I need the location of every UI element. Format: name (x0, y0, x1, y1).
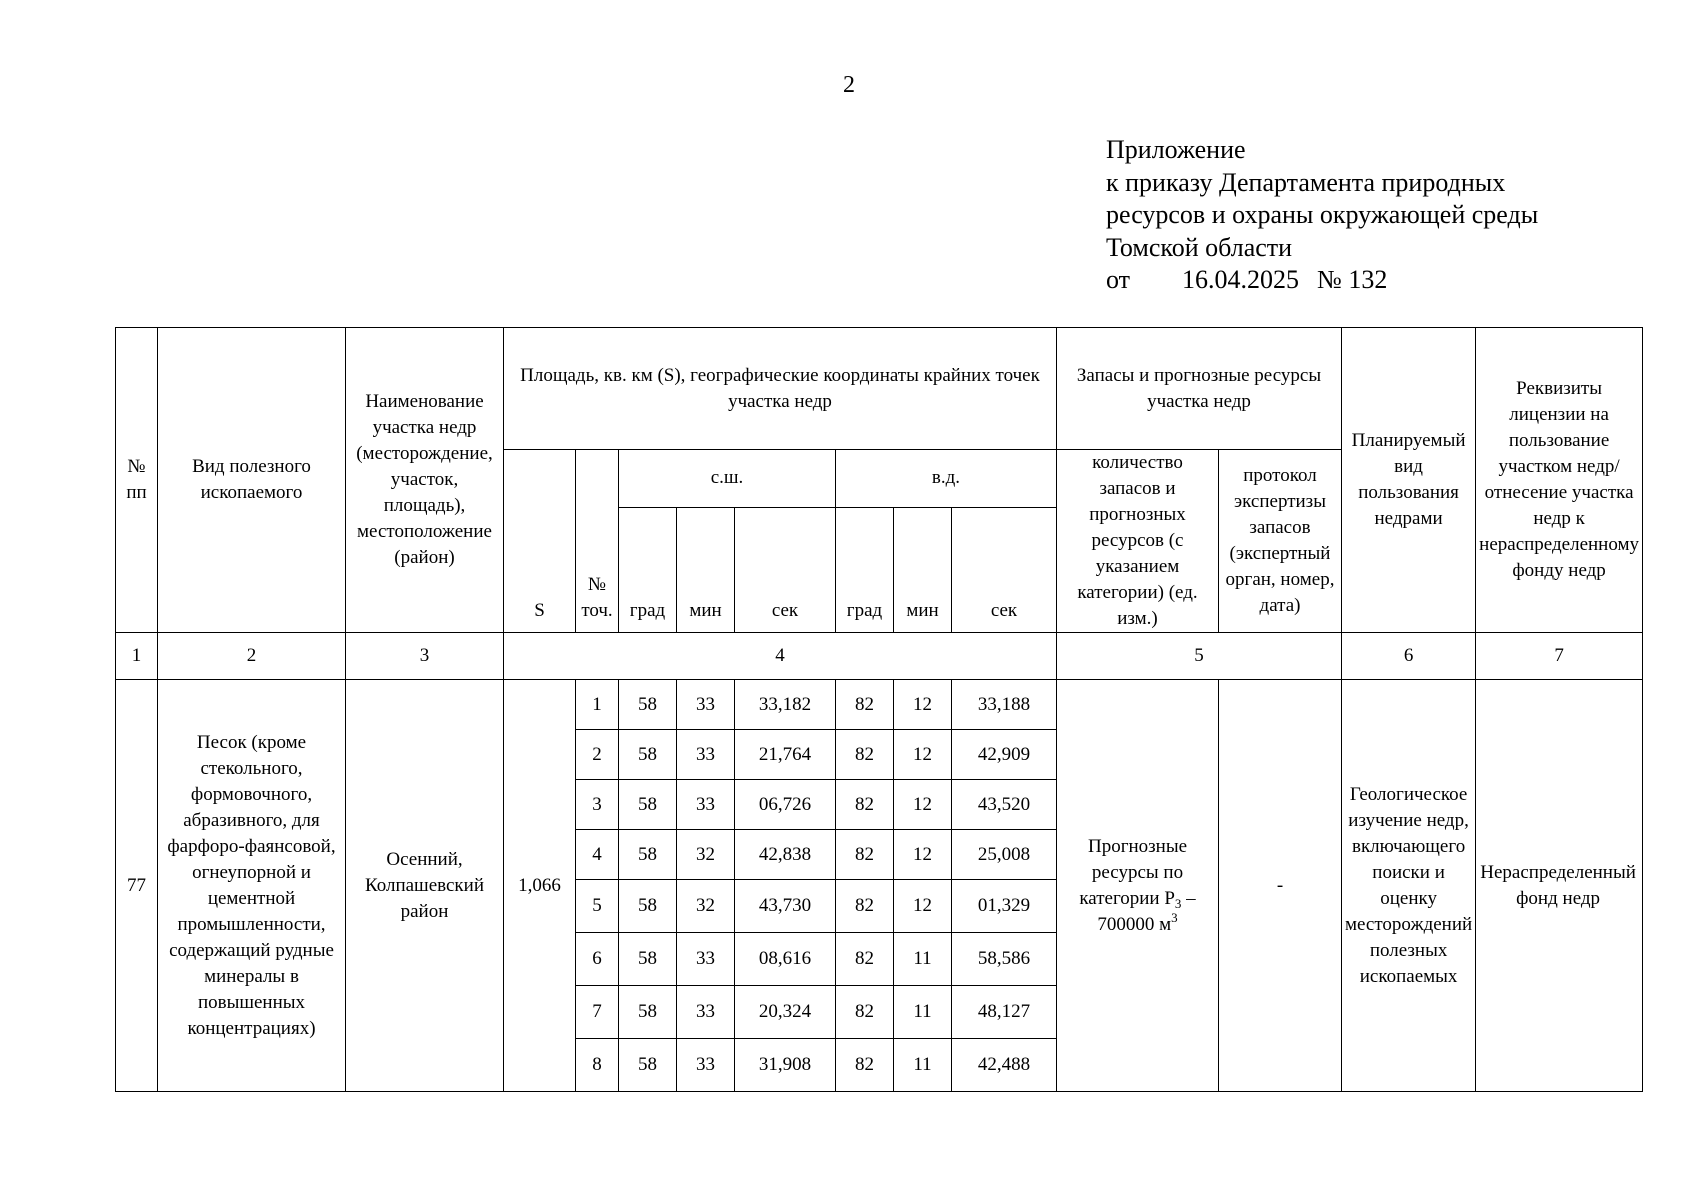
lon-sec-cell: 25,008 (952, 830, 1057, 880)
lon-min-cell: 11 (894, 1039, 952, 1092)
entry-protocol: - (1219, 680, 1342, 1092)
entry-use-type: Геологическое изучение недр, включающего поиски и оценку месторождений полезных ископаемых (1342, 680, 1476, 1092)
header-s: S (504, 450, 576, 633)
lon-deg-cell: 82 (836, 933, 894, 986)
column-number-row (116, 633, 1643, 680)
lon-deg-cell: 82 (836, 680, 894, 730)
lat-sec-cell: 08,616 (735, 933, 836, 986)
reserves-unit-superscript: 3 (1171, 909, 1178, 925)
lat-min-cell: 33 (677, 986, 735, 1039)
point-number-cell: 8 (576, 1039, 619, 1092)
lon-sec-cell: 42,488 (952, 1039, 1057, 1092)
lat-sec-cell: 31,908 (735, 1039, 836, 1092)
lon-sec-cell: 58,586 (952, 933, 1057, 986)
appendix-line: Приложение (1106, 135, 1246, 164)
point-number-cell: 6 (576, 933, 619, 986)
lat-min-cell: 33 (677, 933, 735, 986)
lat-min-cell: 33 (677, 1039, 735, 1092)
lat-min-cell: 32 (677, 880, 735, 933)
lon-min-cell: 12 (894, 780, 952, 830)
header-site: Наименование участка недр (месторождение, участок, площадь), местоположение (район) (346, 328, 504, 633)
column-number: 7 (1476, 633, 1643, 680)
point-number-cell: 2 (576, 730, 619, 780)
order-prefix: от (1106, 265, 1131, 294)
lat-min-cell: 33 (677, 780, 735, 830)
lat-sec-cell: 06,726 (735, 780, 836, 830)
lat-deg-cell: 58 (619, 830, 677, 880)
order-date: 16.04.2025 (1182, 265, 1300, 294)
entry-mineral: Песок (кроме стекольного, формовочного, абразивного, для фарфоро-фаянсовой, огнеупорной и цементной промышленности, содержащий рудные минералы в повышенных концентрациях) (158, 680, 346, 1092)
header-lat-sec: сек (735, 507, 836, 632)
entry-area: 1,066 (504, 680, 576, 1092)
lon-sec-cell: 42,909 (952, 730, 1057, 780)
table-row (116, 680, 1643, 730)
lon-min-cell: 12 (894, 880, 952, 933)
lon-deg-cell: 82 (836, 780, 894, 830)
reserves-text: Прогнозные ресурсы по категории P (1079, 835, 1188, 909)
header-mineral: Вид полезного ископаемого (158, 328, 346, 633)
header-lat-min: мин (677, 507, 735, 632)
page-number: 2 (843, 72, 855, 98)
column-number: 2 (158, 633, 346, 680)
point-number-cell: 5 (576, 880, 619, 933)
entry-site: Осенний, Колпашевский район (346, 680, 504, 1092)
lat-deg-cell: 58 (619, 1039, 677, 1092)
order-line (1106, 264, 1538, 297)
lat-deg-cell: 58 (619, 880, 677, 933)
lon-sec-cell: 43,520 (952, 780, 1057, 830)
column-number: 3 (346, 633, 504, 680)
header-lat: с.ш. (619, 450, 836, 508)
lon-min-cell: 12 (894, 730, 952, 780)
header-lon-min: мин (894, 507, 952, 632)
entry-number: 77 (116, 680, 158, 1092)
lon-min-cell: 12 (894, 680, 952, 730)
lat-sec-cell: 33,182 (735, 680, 836, 730)
header-lon: в.д. (836, 450, 1057, 508)
lon-sec-cell: 48,127 (952, 986, 1057, 1039)
header-lon-deg: град (836, 507, 894, 632)
appendix-line: Томской области (1106, 232, 1293, 262)
lat-deg-cell: 58 (619, 730, 677, 780)
lon-deg-cell: 82 (836, 730, 894, 780)
header-protocol: протокол экспертизы запасов (экспертный орган, номер, дата) (1219, 450, 1342, 633)
lon-sec-cell: 01,329 (952, 880, 1057, 933)
point-number-cell: 1 (576, 680, 619, 730)
lat-deg-cell: 58 (619, 986, 677, 1039)
lat-min-cell: 33 (677, 680, 735, 730)
lat-sec-cell: 20,324 (735, 986, 836, 1039)
appendix-line: к приказу Департамента природных (1106, 167, 1506, 197)
lat-deg-cell: 58 (619, 933, 677, 986)
column-number: 4 (504, 633, 1057, 680)
lat-sec-cell: 43,730 (735, 880, 836, 933)
appendix-block (1106, 134, 1538, 297)
registry-table (115, 327, 1643, 1092)
lat-deg-cell: 58 (619, 780, 677, 830)
header-use-type: Планируемый вид пользования недрами (1342, 328, 1476, 633)
header-license: Реквизиты лицензии на пользование участком недр/ отнесение участка недр к нераспределенному фонду недр (1476, 328, 1643, 633)
lat-deg-cell: 58 (619, 680, 677, 730)
header-reserves-group: Запасы и прогнозные ресурсы участка недр (1057, 328, 1342, 450)
order-number: № 132 (1317, 265, 1388, 294)
lon-min-cell: 11 (894, 933, 952, 986)
header-point-no: № точ. (576, 450, 619, 633)
header-lat-deg: град (619, 507, 677, 632)
column-number: 6 (1342, 633, 1476, 680)
appendix-line: ресурсов и охраны окружающей среды (1106, 200, 1539, 229)
lon-min-cell: 11 (894, 986, 952, 1039)
lon-min-cell: 12 (894, 830, 952, 880)
lat-min-cell: 33 (677, 730, 735, 780)
header-reserves-qty: количество запасов и прогнозных ресурсов (с указанием категории) (ед. изм.) (1057, 450, 1219, 633)
header-area-group: Площадь, кв. км (S), географические координаты крайних точек участка недр (504, 328, 1057, 450)
lon-deg-cell: 82 (836, 830, 894, 880)
lat-sec-cell: 42,838 (735, 830, 836, 880)
header-lon-sec: сек (952, 507, 1057, 632)
header-num: № пп (116, 328, 158, 633)
point-number-cell: 4 (576, 830, 619, 880)
entry-license: Нераспределенный фонд недр (1476, 680, 1643, 1092)
lon-deg-cell: 82 (836, 1039, 894, 1092)
reserves-amount: – 700000 м (1097, 887, 1196, 935)
reserves-category-subscript: 3 (1174, 895, 1182, 911)
lat-sec-cell: 21,764 (735, 730, 836, 780)
lat-min-cell: 32 (677, 830, 735, 880)
entry-reserves (1057, 680, 1219, 1092)
lon-deg-cell: 82 (836, 880, 894, 933)
lon-sec-cell: 33,188 (952, 680, 1057, 730)
point-number-cell: 7 (576, 986, 619, 1039)
column-number: 5 (1057, 633, 1342, 680)
lon-deg-cell: 82 (836, 986, 894, 1039)
point-number-cell: 3 (576, 780, 619, 830)
column-number: 1 (116, 633, 158, 680)
